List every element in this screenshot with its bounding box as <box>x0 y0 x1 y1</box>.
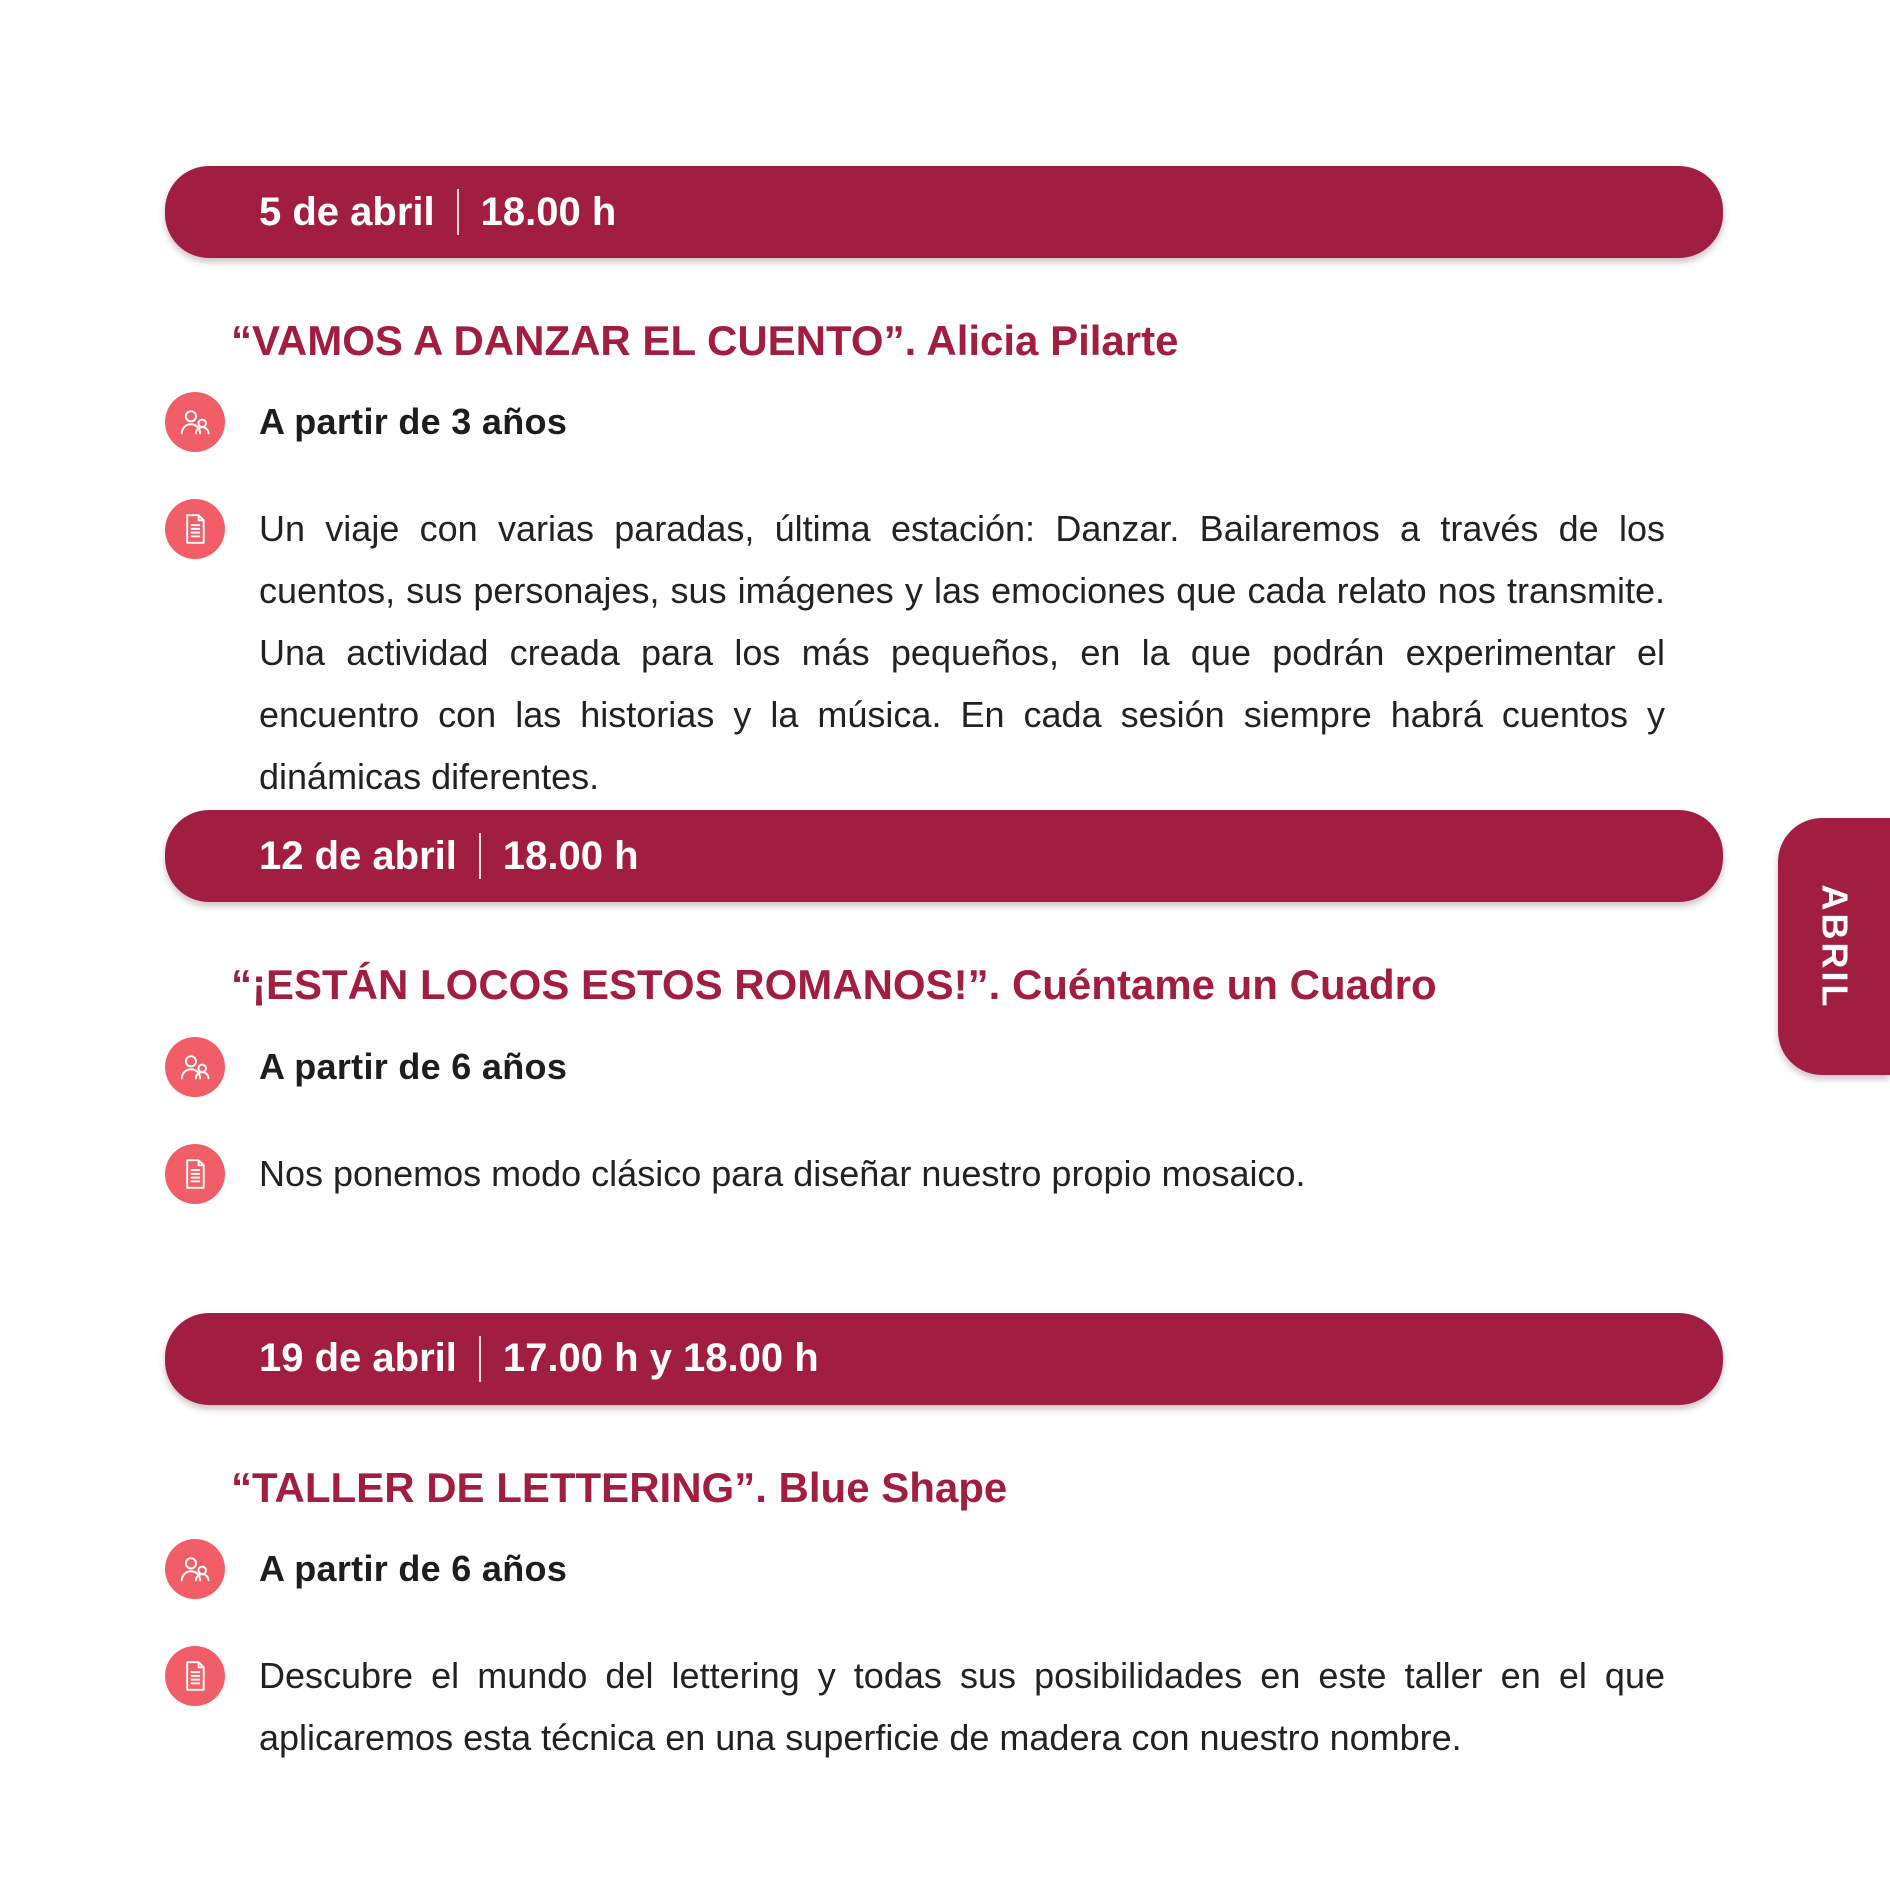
events-column <box>165 166 1723 1769</box>
document-icon <box>165 1144 225 1204</box>
age-text: A partir de 3 años <box>259 401 568 443</box>
event-title: “¡ESTÁN LOCOS ESTOS ROMANOS!”. Cuéntame un Cuadro <box>231 961 1437 1009</box>
month-tab-label: ABRIL <box>1814 884 1855 1009</box>
event-time: 18.00 h <box>502 833 639 878</box>
event-description: Descubre el mundo del lettering y todas sus posibilidades en este taller en el que aplicaremos esta técnica en una superficie de madera con nuestro nombre. <box>259 1655 1665 1759</box>
month-tab-abril <box>1778 818 1890 1075</box>
event-description: Nos ponemos modo clásico para diseñar nuestro propio mosaico. <box>259 1152 1306 1194</box>
description-row <box>165 498 1723 808</box>
event-section-5-abril <box>165 166 1723 808</box>
event-time: 18.00 h <box>480 189 617 234</box>
event-time: 17.00 h y 18.00 h <box>502 1336 819 1381</box>
age-row <box>165 1037 1723 1097</box>
event-title: “VAMOS A DANZAR EL CUENTO”. Alicia Pilarte <box>231 317 1179 364</box>
description-row <box>165 1143 1723 1205</box>
age-row <box>165 392 1723 452</box>
age-row <box>165 1539 1723 1599</box>
date-time-divider <box>479 1336 481 1382</box>
age-text: A partir de 6 años <box>259 1045 568 1087</box>
event-date: 12 de abril <box>259 833 457 878</box>
date-time-divider <box>479 833 481 879</box>
audience-people-icon <box>165 1037 225 1097</box>
event-description: Un viaje con varias paradas, última estación: Danzar. Bailaremos a través de los cuentos, sus personajes, sus imágenes y las emociones que cada relato nos transmite. Una actividad creada para los más pequeños, en la que podrán experimentar el encuentro con las historias y la música. En cada sesión siempre habrá cuentos y dinámicas diferentes. <box>259 508 1665 798</box>
document-icon <box>165 1646 225 1706</box>
audience-people-icon <box>165 1539 225 1599</box>
audience-people-icon <box>165 392 225 452</box>
event-section-19-abril <box>165 1313 1723 1769</box>
event-section-12-abril <box>165 810 1723 1204</box>
event-title: “TALLER DE LETTERING”. Blue Shape <box>231 1463 1008 1511</box>
age-text: A partir de 6 años <box>259 1548 568 1590</box>
date-header-bar <box>165 1313 1723 1405</box>
event-date: 19 de abril <box>259 1336 457 1381</box>
document-icon <box>165 499 225 559</box>
date-header-bar <box>165 810 1723 902</box>
event-date: 5 de abril <box>259 189 435 234</box>
date-header-bar <box>165 166 1723 258</box>
date-time-divider <box>457 189 459 235</box>
description-row <box>165 1645 1723 1769</box>
